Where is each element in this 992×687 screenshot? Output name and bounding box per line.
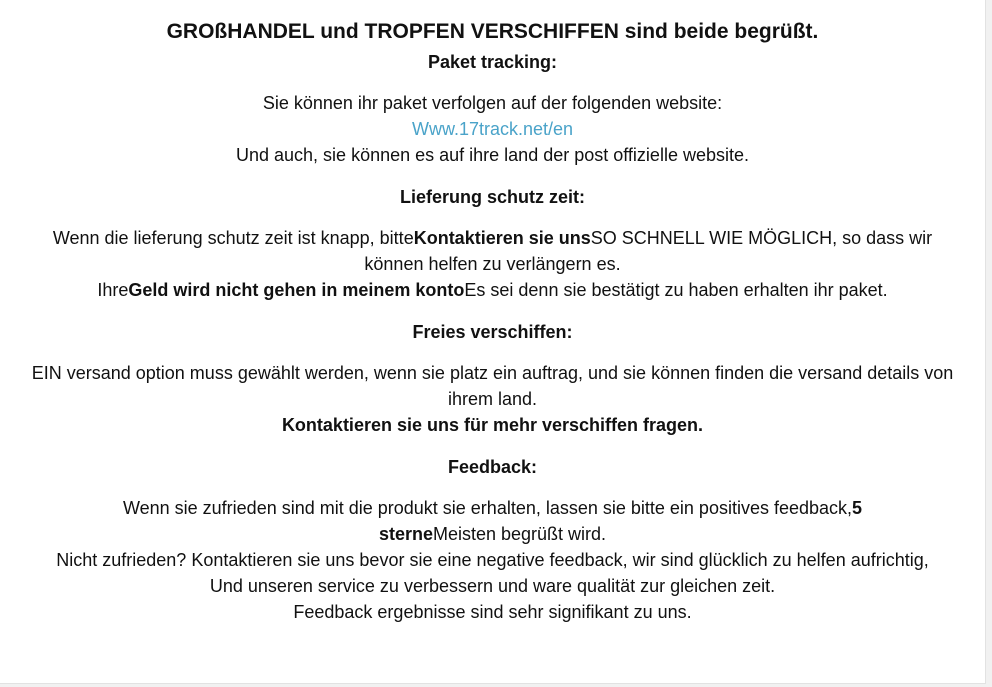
shipping-heading: Freies verschiffen: <box>412 322 573 342</box>
protection-paragraph-2 <box>0 277 985 303</box>
feedback-paragraph-4: Feedback ergebnisse sind sehr signifikant zu uns. <box>293 602 692 622</box>
protection-p1-pre: Wenn die lieferung schutz zeit ist knapp, bitte <box>52 228 414 248</box>
spacer <box>0 438 985 454</box>
feedback-paragraph-1 <box>63 495 923 547</box>
protection-p1-bold: Kontaktieren sie uns <box>413 228 591 248</box>
feedback-paragraph-3: Und unseren service zu verbessern und ware qualität zur gleichen zeit. <box>209 576 776 596</box>
tracking-text-line1: Sie können ihr paket verfolgen auf der folgenden website: <box>262 93 723 113</box>
tracking-link[interactable]: Www.17track.net/en <box>411 119 574 139</box>
feedback-p1-bold: 5 sterne <box>378 498 863 544</box>
description-content <box>0 18 985 625</box>
protection-paragraph-1 <box>33 225 953 277</box>
tracking-heading: Paket tracking: <box>427 52 558 72</box>
feedback-p1-pre: Wenn sie zufrieden sind mit die produkt sie erhalten, lassen sie bitte ein positives feedback, <box>122 498 853 518</box>
spacer <box>0 168 985 184</box>
shipping-paragraph-2 <box>0 412 985 438</box>
protection-p2-bold: Geld wird nicht gehen in meinem konto <box>128 280 465 300</box>
shipping-contact-bold: Kontaktieren sie uns für mehr verschiffen fragen. <box>281 415 704 435</box>
spacer <box>0 345 985 360</box>
feedback-paragraph-2: Nicht zufrieden? Kontaktieren sie uns bevor sie eine negative feedback, wir sind glücklich zu helfen aufrichtig, <box>56 550 929 570</box>
feedback-p1-post: Meisten begrüßt wird. <box>432 524 607 544</box>
spacer <box>0 303 985 319</box>
protection-heading: Lieferung schutz zeit: <box>399 187 585 207</box>
protection-p1-post: SO SCHNELL WIE MÖGLICH, so dass wir können helfen zu verlängern es. <box>364 228 933 274</box>
spacer <box>0 75 985 90</box>
spacer <box>0 480 985 495</box>
feedback-heading: Feedback: <box>447 457 538 477</box>
spacer <box>0 210 985 225</box>
protection-p2-pre: Ihre <box>97 280 129 300</box>
tracking-link-wrap <box>0 116 985 142</box>
protection-p2-post: Es sei denn sie bestätigt zu haben erhalten ihr paket. <box>464 280 888 300</box>
shipping-paragraph-1: EIN versand option muss gewählt werden, wenn sie platz ein auftrag, und sie können finden die versand details von ihrem land. <box>31 363 954 409</box>
page-title: GROßHANDEL und TROPFEN VERSCHIFFEN sind beide begrüßt. <box>166 20 819 43</box>
tracking-text-line2: Und auch, sie können es auf ihre land der post offizielle website. <box>236 145 749 165</box>
